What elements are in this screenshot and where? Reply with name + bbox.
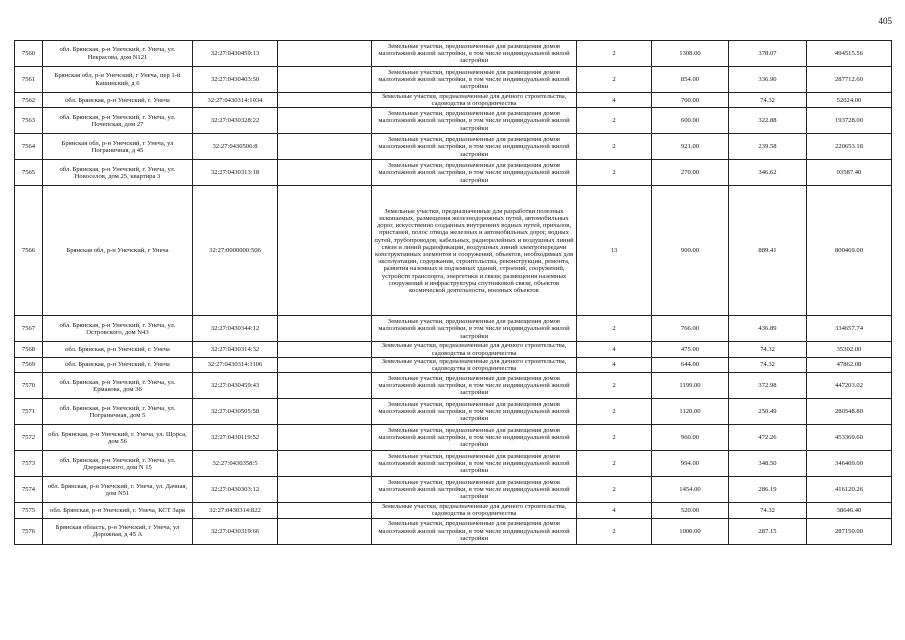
- land-use-cell: Земельные участки, предназначенные для дачного строительства, садоводства и огородничества: [372, 93, 577, 108]
- row-number-cell: 7570: [15, 373, 43, 399]
- cadastral-number-cell: 32:27:0430319:66: [193, 518, 278, 544]
- specific-value-cell: 74.32: [729, 503, 807, 518]
- row-number-cell: 7567: [15, 316, 43, 342]
- table-row: [15, 186, 892, 316]
- address-cell: обл. Брянская, р-н Унечский, г. Унеча, ул. Почепская, дом 27: [43, 108, 193, 134]
- area-cell: 994.00: [652, 451, 729, 477]
- area-cell: 854.00: [652, 67, 729, 93]
- specific-value-cell: 472.26: [729, 425, 807, 451]
- address-cell: обл. Брянская, р-н Унечский, г. Унеча, КСТ Заря: [43, 503, 193, 518]
- land-use-cell: Земельные участки, предназначенные для размещения домов малоэтажной жилой застройки, в том числе индивидуальной жилой застройки: [372, 373, 577, 399]
- row-number-cell: 7564: [15, 134, 43, 160]
- spacer-cell: [278, 451, 372, 477]
- address-cell: Брянская обл, р-н Унечский, г Унеча, пер 1-й Кашинский, д 6: [43, 67, 193, 93]
- usage-code-cell: 2: [577, 160, 652, 186]
- row-number-cell: 7576: [15, 518, 43, 544]
- cadastral-value-cell: 280548.80: [807, 399, 892, 425]
- row-number-cell: 7562: [15, 93, 43, 108]
- specific-value-cell: 286.19: [729, 477, 807, 503]
- table-row: [15, 41, 892, 67]
- address-cell: обл. Брянская, р-н Унечский, г. Унеча, ул. Ермакова, дом 36: [43, 373, 193, 399]
- usage-code-cell: 4: [577, 503, 652, 518]
- cadastral-number-cell: 32:27:0430314:822: [193, 503, 278, 518]
- row-number-cell: 7569: [15, 357, 43, 372]
- spacer-cell: [278, 67, 372, 93]
- address-cell: обл. Брянская, р-н Унечский, г. Унеча, ул. Островского, дом N43: [43, 316, 193, 342]
- usage-code-cell: 13: [577, 186, 652, 316]
- specific-value-cell: 322.88: [729, 108, 807, 134]
- cadastral-value-cell: 334657.74: [807, 316, 892, 342]
- area-cell: 921.00: [652, 134, 729, 160]
- address-cell: обл. Брянская, р-н Унечский, г. Унеча, ул. Некрасова, дом N121: [43, 41, 193, 67]
- specific-value-cell: 287.15: [729, 518, 807, 544]
- cadastral-number-cell: 32:27:0430313:18: [193, 160, 278, 186]
- spacer-cell: [278, 518, 372, 544]
- spacer-cell: [278, 41, 372, 67]
- area-cell: 520.00: [652, 503, 729, 518]
- table-row: [15, 134, 892, 160]
- cadastral-value-cell: 47862.08: [807, 357, 892, 372]
- cadastral-value-cell: 287712.60: [807, 67, 892, 93]
- spacer-cell: [278, 342, 372, 357]
- table-row: [15, 342, 892, 357]
- cadastral-number-cell: 32:27:0430459:43: [193, 373, 278, 399]
- address-cell: обл. Брянская, р-н Унечский, г. Унеча, ул. Дачная, дом N51: [43, 477, 193, 503]
- row-number-cell: 7574: [15, 477, 43, 503]
- area-cell: 766.00: [652, 316, 729, 342]
- address-cell: обл. Брянская, р-н Унечский, г. Унеча: [43, 342, 193, 357]
- address-cell: обл. Брянская, р-н Унечский, г. Унеча, ул. Щорса, дом 56: [43, 425, 193, 451]
- table-row: [15, 93, 892, 108]
- row-number-cell: 7560: [15, 41, 43, 67]
- cadastral-value-cell: 38646.40: [807, 503, 892, 518]
- usage-code-cell: 2: [577, 399, 652, 425]
- spacer-cell: [278, 93, 372, 108]
- specific-value-cell: 336.90: [729, 67, 807, 93]
- land-use-cell: Земельные участки, предназначенные для разработки полезных ископаемых, размещения железнодорожных путей, автомобильных дорог, искусственно созданных внутренних водных путей, причалов, пристаней, полос отвода железных и автомобильных дорог, водных путей, трубопроводов, кабельных, радиорелейных и воздушных линий связи и линий радиофикации, воздушных линий электропередачи конструктивных элементов и сооружений, объектов, необходимых для эксплуатации, содержания, строительства, реконструкции, ремонта, развития наземных и подземных зданий, строений, сооружений, устройств транспорта, энергетики и связи; размещения наземных сооружений и инфраструктуры спутниковой связи, объектов космической деятельности, военных объектов: [372, 186, 577, 316]
- spacer-cell: [278, 160, 372, 186]
- cadastral-value-cell: 52024.00: [807, 93, 892, 108]
- cadastral-value-cell: 193728.00: [807, 108, 892, 134]
- land-use-cell: Земельные участки, предназначенные для дачного строительства, садоводства и огородничества: [372, 503, 577, 518]
- area-cell: 1199.00: [652, 373, 729, 399]
- cadastral-number-cell: 32:27:0430314:32: [193, 342, 278, 357]
- cadastral-number-cell: 32:27:0430314:1106: [193, 357, 278, 372]
- specific-value-cell: 74.32: [729, 93, 807, 108]
- specific-value-cell: 889.41: [729, 186, 807, 316]
- usage-code-cell: 2: [577, 67, 652, 93]
- address-cell: обл. Брянская, р-н Унечский, г. Унеча: [43, 357, 193, 372]
- area-cell: 475.00: [652, 342, 729, 357]
- area-cell: 700.00: [652, 93, 729, 108]
- specific-value-cell: 250.49: [729, 399, 807, 425]
- area-cell: 644.00: [652, 357, 729, 372]
- cadastral-value-cell: 800469.00: [807, 186, 892, 316]
- table-body: [15, 41, 892, 545]
- land-use-cell: Земельные участки, предназначенные для размещения домов малоэтажной жилой застройки, в том числе индивидуальной жилой застройки: [372, 134, 577, 160]
- address-cell: обл. Брянская, р-н Унечский, г. Унеча, ул. Пограничная, дом 5: [43, 399, 193, 425]
- page-number: 405: [878, 16, 892, 26]
- row-number-cell: 7571: [15, 399, 43, 425]
- land-use-cell: Земельные участки, предназначенные для размещения домов малоэтажной жилой застройки, в том числе индивидуальной жилой застройки: [372, 67, 577, 93]
- table-row: [15, 108, 892, 134]
- table-row: [15, 67, 892, 93]
- cadastral-value-cell: 220653.18: [807, 134, 892, 160]
- row-number-cell: 7561: [15, 67, 43, 93]
- usage-code-cell: 2: [577, 316, 652, 342]
- land-use-cell: Земельные участки, предназначенные для размещения домов малоэтажной жилой застройки, в том числе индивидуальной жилой застройки: [372, 425, 577, 451]
- row-number-cell: 7565: [15, 160, 43, 186]
- cadastral-number-cell: 32:27:0430358:5: [193, 451, 278, 477]
- cadastral-value-cell: 287150.00: [807, 518, 892, 544]
- land-use-cell: Земельные участки, предназначенные для размещения домов малоэтажной жилой застройки, в том числе индивидуальной жилой застройки: [372, 451, 577, 477]
- land-plot-table: [14, 40, 892, 545]
- address-cell: обл. Брянская, р-н Унечский, г. Унеча, ул. Дзержинского, дом N 15: [43, 451, 193, 477]
- table-row: [15, 518, 892, 544]
- land-use-cell: Земельные участки, предназначенные для дачного строительства, садоводства и огородничества: [372, 342, 577, 357]
- usage-code-cell: 4: [577, 93, 652, 108]
- land-use-cell: Земельные участки, предназначенные для размещения домов малоэтажной жилой застройки, в том числе индивидуальной жилой застройки: [372, 399, 577, 425]
- area-cell: 1000.00: [652, 518, 729, 544]
- cadastral-value-cell: 494515.56: [807, 41, 892, 67]
- area-cell: 1308.00: [652, 41, 729, 67]
- table-row: [15, 425, 892, 451]
- cadastral-number-cell: 32:27:0430459:13: [193, 41, 278, 67]
- spacer-cell: [278, 425, 372, 451]
- specific-value-cell: 436.89: [729, 316, 807, 342]
- specific-value-cell: 378.07: [729, 41, 807, 67]
- usage-code-cell: 4: [577, 342, 652, 357]
- specific-value-cell: 372.98: [729, 373, 807, 399]
- land-use-cell: Земельные участки, предназначенные для размещения домов малоэтажной жилой застройки, в том числе индивидуальной жилой застройки: [372, 518, 577, 544]
- table-row: [15, 477, 892, 503]
- specific-value-cell: 348.50: [729, 451, 807, 477]
- row-number-cell: 7563: [15, 108, 43, 134]
- area-cell: 600.00: [652, 108, 729, 134]
- spacer-cell: [278, 316, 372, 342]
- spacer-cell: [278, 503, 372, 518]
- row-number-cell: 7572: [15, 425, 43, 451]
- land-use-cell: Земельные участки, предназначенные для размещения домов малоэтажной жилой застройки, в том числе индивидуальной жилой застройки: [372, 477, 577, 503]
- area-cell: 900.00: [652, 186, 729, 316]
- usage-code-cell: 2: [577, 477, 652, 503]
- spacer-cell: [278, 134, 372, 160]
- cadastral-value-cell: 447203.02: [807, 373, 892, 399]
- cadastral-number-cell: 32:27:0430344:12: [193, 316, 278, 342]
- address-cell: обл. Брянская, р-н Унечский, г. Унеча: [43, 93, 193, 108]
- usage-code-cell: 2: [577, 108, 652, 134]
- cadastral-number-cell: 32:27:0430314:1034: [193, 93, 278, 108]
- table-row: [15, 451, 892, 477]
- specific-value-cell: 74.32: [729, 342, 807, 357]
- spacer-cell: [278, 357, 372, 372]
- address-cell: Брянская обл, р-н Унечский, г Унеча: [43, 186, 193, 316]
- cadastral-number-cell: 32:27:0000000:506: [193, 186, 278, 316]
- usage-code-cell: 2: [577, 451, 652, 477]
- address-cell: Брянская область, р-н Унечский, г Унеча, ул Дорожная, д 45 А: [43, 518, 193, 544]
- land-use-cell: Земельные участки, предназначенные для размещения домов малоэтажной жилой застройки, в том числе индивидуальной жилой застройки: [372, 108, 577, 134]
- area-cell: 1454.00: [652, 477, 729, 503]
- land-use-cell: Земельные участки, предназначенные для размещения домов малоэтажной жилой застройки, в том числе индивидуальной жилой застройки: [372, 41, 577, 67]
- cadastral-number-cell: 32:27:0430506:8: [193, 134, 278, 160]
- land-use-cell: Земельные участки, предназначенные для размещения домов малоэтажной жилой застройки, в том числе индивидуальной жилой застройки: [372, 160, 577, 186]
- area-cell: 270.00: [652, 160, 729, 186]
- specific-value-cell: 346.62: [729, 160, 807, 186]
- row-number-cell: 7575: [15, 503, 43, 518]
- specific-value-cell: 74.32: [729, 357, 807, 372]
- usage-code-cell: 2: [577, 518, 652, 544]
- table-row: [15, 373, 892, 399]
- cadastral-value-cell: 346409.00: [807, 451, 892, 477]
- usage-code-cell: 2: [577, 373, 652, 399]
- cadastral-value-cell: 93587.40: [807, 160, 892, 186]
- usage-code-cell: 2: [577, 425, 652, 451]
- spacer-cell: [278, 108, 372, 134]
- address-cell: Брянская обл, р-н Унечский, г Унеча, ул Пограничная, д 45: [43, 134, 193, 160]
- cadastral-value-cell: 416120.26: [807, 477, 892, 503]
- table-row: [15, 160, 892, 186]
- table-row: [15, 399, 892, 425]
- row-number-cell: 7566: [15, 186, 43, 316]
- cadastral-value-cell: 35302.00: [807, 342, 892, 357]
- cadastral-number-cell: 32:27:0430505:58: [193, 399, 278, 425]
- row-number-cell: 7568: [15, 342, 43, 357]
- cadastral-number-cell: 32:27:0430303:12: [193, 477, 278, 503]
- cadastral-value-cell: 453369.60: [807, 425, 892, 451]
- usage-code-cell: 2: [577, 41, 652, 67]
- land-use-cell: Земельные участки, предназначенные для дачного строительства, садоводства и огородничества: [372, 357, 577, 372]
- address-cell: обл. Брянская, р-н Унечский, г. Унеча, ул. Новоселов, дом 25, квартира 3: [43, 160, 193, 186]
- spacer-cell: [278, 373, 372, 399]
- land-use-cell: Земельные участки, предназначенные для размещения домов малоэтажной жилой застройки, в том числе индивидуальной жилой застройки: [372, 316, 577, 342]
- area-cell: 960.00: [652, 425, 729, 451]
- usage-code-cell: 4: [577, 357, 652, 372]
- cadastral-number-cell: 32:27:0430328:22: [193, 108, 278, 134]
- row-number-cell: 7573: [15, 451, 43, 477]
- table-row: [15, 316, 892, 342]
- cadastral-number-cell: 32:27:0430119:52: [193, 425, 278, 451]
- specific-value-cell: 239.58: [729, 134, 807, 160]
- cadastral-number-cell: 32:27:0430403:50: [193, 67, 278, 93]
- table-row: [15, 503, 892, 518]
- table-row: [15, 357, 892, 372]
- spacer-cell: [278, 186, 372, 316]
- spacer-cell: [278, 477, 372, 503]
- spacer-cell: [278, 399, 372, 425]
- usage-code-cell: 2: [577, 134, 652, 160]
- area-cell: 1120.00: [652, 399, 729, 425]
